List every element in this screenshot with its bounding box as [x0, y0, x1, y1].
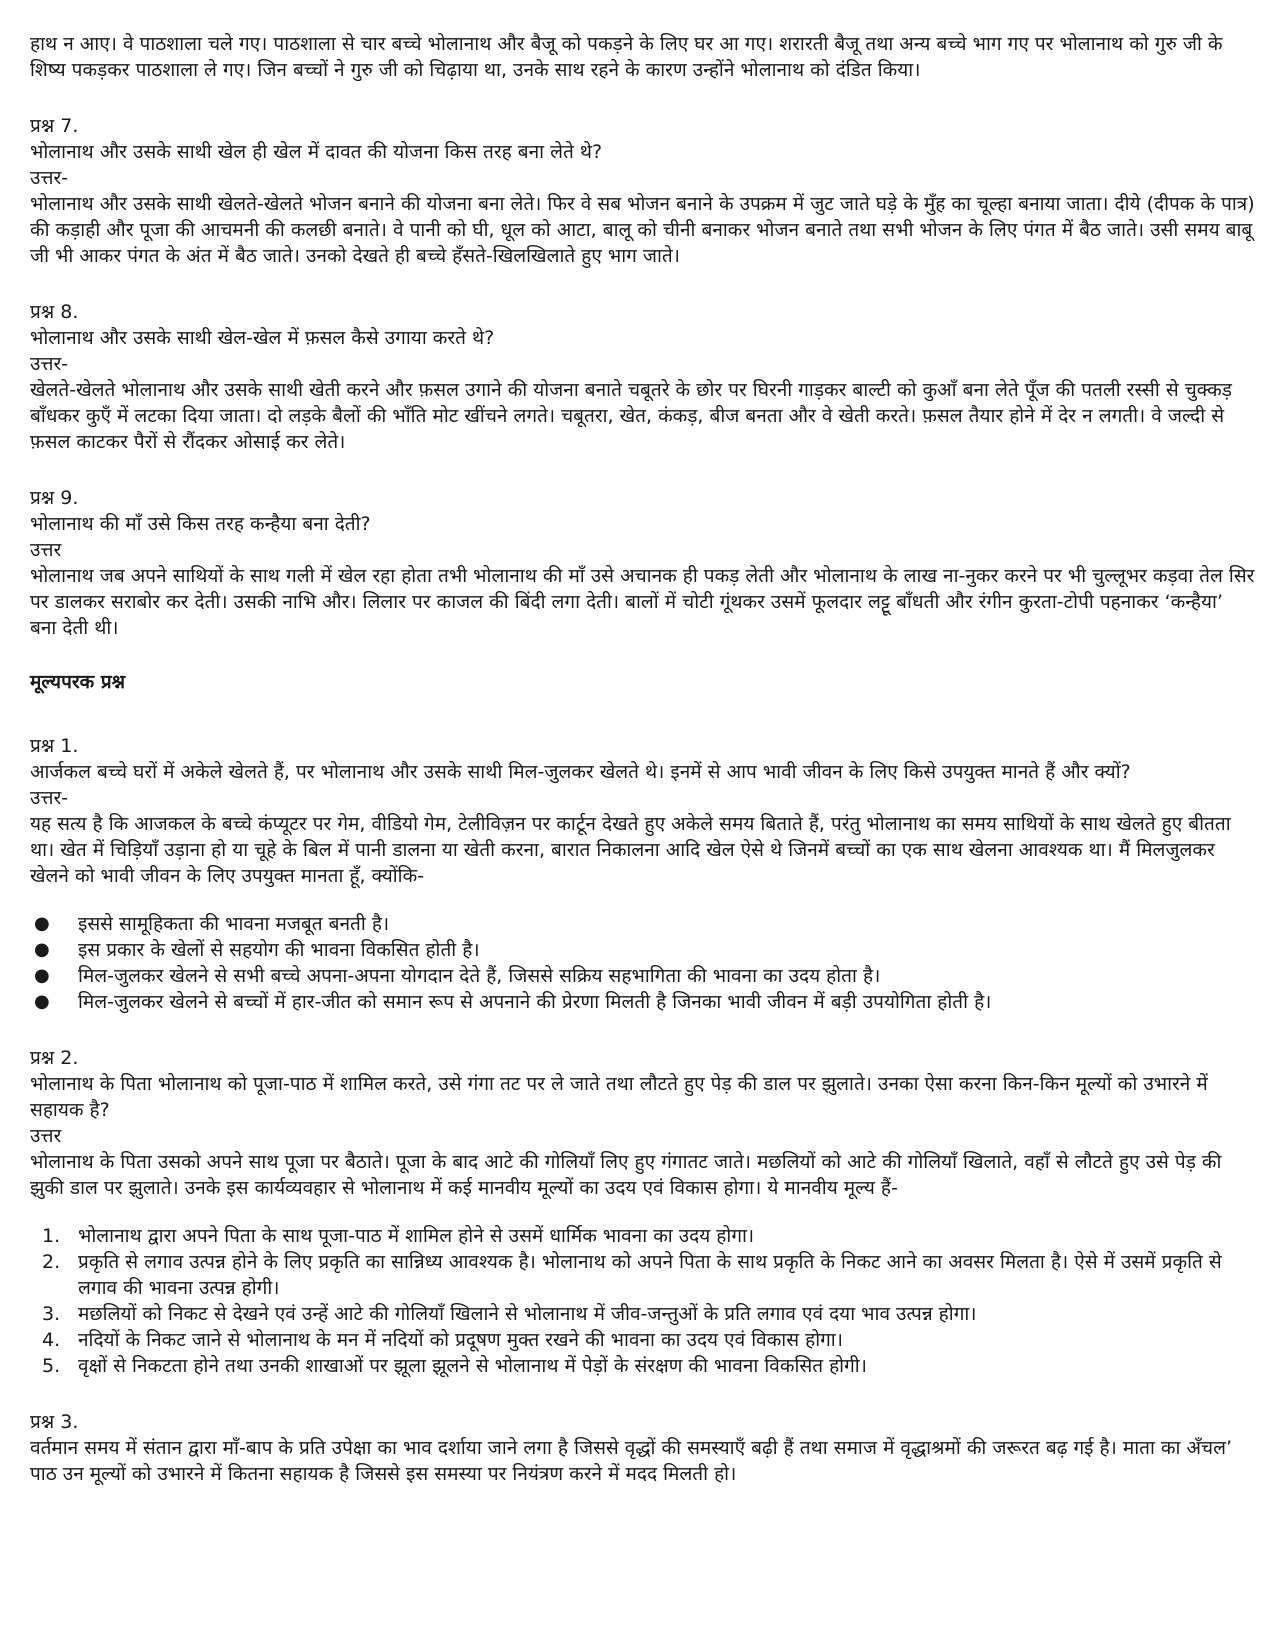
answer-label: उत्तर- [30, 353, 69, 375]
question-text: वर्तमान समय में संतान द्वारा माँ-बाप के प्रति उपेक्षा का भाव दर्शाया जाने लगा है जिससे वृद्धों की समस्याएँ बढ़ी हैं तथा समाज में वृद्धाश्रमों की जरूरत बढ़ गई है। माता का अँचल’ पाठ उन मूल्यों को उभारने में कितना सहायक है जिससे इस समस्या पर नियंत्रण करने में मदद मिलती हो। [30, 1437, 1232, 1485]
bullet-item [30, 937, 1255, 963]
question-text: भोलानाथ के पिता भोलानाथ को पूजा-पाठ में शामिल करते, उसे गंगा तट पर ले जाते तथा लौटते हुए पेड़ की डाल पर झुलाते। उनका ऐसा करना किन-किन मूल्यों को उभारने में सहायक है? [30, 1073, 1208, 1121]
bullet-icon: ● [34, 965, 50, 986]
item-text: नदियों के निकट जाने से भोलानाथ के मन में नदियों को प्रदूषण मुक्त रखने की भावना का उदय एवं विकास होगा। [78, 1329, 843, 1351]
answer-label: उत्तर [30, 1125, 62, 1147]
value-question-3 [30, 1409, 1255, 1487]
question-8 [30, 299, 1255, 455]
item-text: प्रकृति से लगाव उत्पन्न होने के लिए प्रकृति का सान्निध्य आवश्यक है। भोलानाथ को अपने पिता के साथ प्रकृति के निकट आने का अवसर मिलता है। ऐसे में उसमें प्रकृति से लगाव की भावना उत्पन्न होगी। [78, 1251, 1222, 1299]
item-text: मछलियों को निकट से देखने एवं उन्हें आटे की गोलियाँ खिलाने से भोलानाथ में जीव-जन्तुओं के प्रति लगाव एवं दया भाव उत्पन्न होगा। [78, 1303, 977, 1325]
bullet-item [30, 963, 1255, 989]
question-label: प्रश्न 7. [30, 115, 79, 137]
bullet-item [30, 989, 1255, 1015]
intro-paragraph: हाथ न आए। वे पाठशाला चले गए। पाठशाला से चार बच्चे भोलानाथ और बैजू को पकड़ने के लिए घर आ गए। शरारती बैजू तथा अन्य बच्चे भाग गए पर भोलानाथ को गुरु जी के शिष्य पकड़कर पाठशाला ले गए। जिन बच्चों ने गुरु जी को चिढ़ाया था, उनके साथ रहने के कारण उन्होंने भोलानाथ को दंडित किया। [30, 33, 1223, 81]
item-text: वृक्षों से निकटता होने तथा उनकी शाखाओं पर झूला झूलने से भोलानाथ में पेड़ों के संरक्षण की भावना विकसित होगी। [78, 1355, 867, 1377]
answer-text: भोलानाथ के पिता उसको अपने साथ पूजा पर बैठाते। पूजा के बाद आटे की गोलियाँ लिए हुए गंगातट जाते। मछलियों को आटे की गोलियाँ खिलाते, वहाँ से लौटते हुए उसे पेड़ की झुकी डाल पर झुलाते। उनके इस कार्यव्यवहार से भोलानाथ में कई मानवीय मूल्यों का उदय एवं विकास होगा। ये मानवीय मूल्य हैं- [30, 1151, 1222, 1199]
answer-text: यह सत्य है कि आजकल के बच्चे कंप्यूटर पर गेम, वीडियो गेम, टेलीविज़न पर कार्टून देखते हुए अकेले समय बिताते हैं, परंतु भोलानाथ का समय साथियों के साथ खेलते हुए बीतता था। खेत में चिड़ियाँ उड़ाना हो या चूहे के बिल में पानी डालना या खेती करना, बारात निकालना आदि खेल ऐसे थे जिनमें बच्चों का एक साथ खेलना आवश्यक था। मैं मिलजुलकर खेलने को भावी जीवन के लिए उपयुक्त मानता हूँ, क्योंकि- [30, 813, 1231, 887]
bullet-text: मिल-जुलकर खेलने से बच्चों में हार-जीत को समान रूप से अपनाने की प्रेरणा मिलती है जिनका भावी जीवन में बड़ी उपयोगिता होती है। [78, 991, 992, 1013]
item-number: 1. [42, 1225, 61, 1247]
value-question-2 [30, 1045, 1255, 1379]
question-text: भोलानाथ की माँ उसे किस तरह कन्हैया बना देती? [30, 513, 371, 535]
document-page [30, 0, 1255, 1487]
bullet-icon: ● [34, 991, 50, 1012]
item-number: 2. [42, 1251, 61, 1273]
item-number: 4. [42, 1329, 61, 1351]
question-9 [30, 485, 1255, 641]
question-label: प्रश्न 8. [30, 301, 79, 323]
numbered-item [30, 1249, 1255, 1301]
answer-text: खेलते-खेलते भोलानाथ और उसके साथी खेती करने और फ़सल उगाने की योजना बनाते चबूतरे के छोर पर घिरनी गाड़कर बाल्टी को कुआँ बना लेते पूँज की पतली रस्सी से चुक्कड़ बाँधकर कुएँ में लटका दिया जाता। दो लड़के बैलों की भाँति मोट खींचने लगते। चबूतरा, खेत, कंकड़, बीज बनता और वे खेती करते। फ़सल तैयार होने में देर न लगती। वे जल्दी से फ़सल काटकर पैरों से रौंदकर ओसाई कर लेते। [30, 379, 1232, 453]
bullet-icon: ● [34, 913, 50, 934]
question-label: प्रश्न 3. [30, 1411, 79, 1433]
bullet-text: इससे सामूहिकता की भावना मजबूत बनती है। [78, 913, 390, 935]
section-heading: मूल्यपरक प्रश्न [30, 671, 126, 693]
bullet-text: इस प्रकार के खेलों से सहयोग की भावना विकसित होती है। [78, 939, 480, 961]
question-7 [30, 113, 1255, 269]
numbered-item [30, 1327, 1255, 1353]
value-question-1 [30, 733, 1255, 1015]
item-number: 3. [42, 1303, 61, 1325]
answer-label: उत्तर- [30, 787, 69, 809]
bullet-icon: ● [34, 939, 50, 960]
question-text: भोलानाथ और उसके साथी खेल ही खेल में दावत की योजना किस तरह बना लेते थे? [30, 141, 603, 163]
question-label: प्रश्न 1. [30, 735, 79, 757]
numbered-item [30, 1301, 1255, 1327]
question-text: भोलानाथ और उसके साथी खेल-खेल में फ़सल कैसे उगाया करते थे? [30, 327, 495, 349]
bullet-text: मिल-जुलकर खेलने से सभी बच्चे अपना-अपना योगदान देते हैं, जिससे सक्रिय सहभागिता की भावना का उदय होता है। [78, 965, 881, 987]
question-label: प्रश्न 9. [30, 487, 79, 509]
bullet-item [30, 911, 1255, 937]
item-text: भोलानाथ द्वारा अपने पिता के साथ पूजा-पाठ में शामिल होने से उसमें धार्मिक भावना का उदय होगा। [78, 1225, 755, 1247]
answer-label: उत्तर [30, 539, 62, 561]
numbered-list [30, 1223, 1255, 1379]
numbered-item [30, 1353, 1255, 1379]
item-number: 5. [42, 1355, 61, 1377]
question-text: आर्जकल बच्चे घरों में अकेले खेलते हैं, पर भोलानाथ और उसके साथी मिल-जुलकर खेलते थे। इनमें से आप भावी जीवन के लिए किसे उपयुक्त मानते हैं और क्यों? [30, 761, 1131, 783]
bullet-list [30, 911, 1255, 1015]
question-label: प्रश्न 2. [30, 1047, 79, 1069]
numbered-item [30, 1223, 1255, 1249]
answer-label: उत्तर- [30, 167, 69, 189]
answer-text: भोलानाथ और उसके साथी खेलते-खेलते भोजन बनाने की योजना बना लेते। फिर वे सब भोजन बनाने के उपक्रम में जुट जाते घड़े के मुँह का चूल्हा बनाया जाता। दीये (दीपक के पात्र) की कड़ाही और पूजा की आचमनी की कलछी बनाते। वे पानी को घी, धूल को आटा, बालू को चीनी बनाकर भोजन बनाते तथा सभी भोजन के लिए पंगत में बैठ जाते। उसी समय बाबू जी भी आकर पंगत के अंत में बैठ जाते। उनको देखते ही बच्चे हँसते-खिलखिलाते हुए भाग जाते। [30, 193, 1255, 267]
answer-text: भोलानाथ जब अपने साथियों के साथ गली में खेल रहा होता तभी भोलानाथ की माँ उसे अचानक ही पकड़ लेती और भोलानाथ के लाख ना-नुकर करने पर भी चुल्लूभर कड़वा तेल सिर पर डालकर सराबोर कर देती। उसकी नाभि और। लिलार पर काजल की बिंदी लगा देती। बालों में चोटी गूंथकर उसमें फूलदार लट्टू बाँधती और रंगीन कुरता-टोपी पहनाकर ‘कन्हैया’ बना देती थी। [30, 565, 1255, 639]
